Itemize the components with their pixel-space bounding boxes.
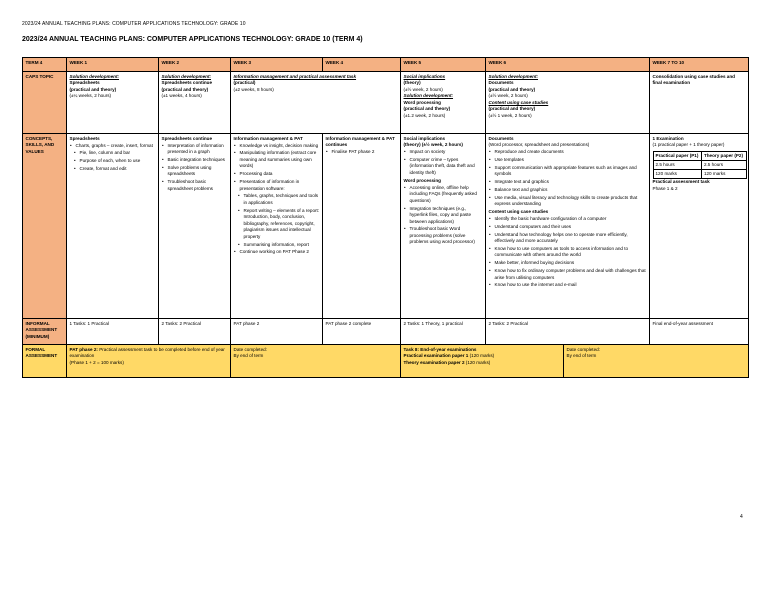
header-week-1: WEEK 1 bbox=[67, 58, 159, 72]
list-item: • Know how to fix ordinary computer problems and deal with challenges that arise from utilising computers bbox=[495, 268, 647, 281]
row-label-informal: INFORMAL ASSESSMENT (MINIMUM) bbox=[23, 319, 67, 345]
header-row bbox=[23, 58, 749, 72]
list-item: • Tables, graphs, techniques and tools in applications bbox=[244, 193, 320, 206]
list-item: • Pie, line, column and bar bbox=[80, 150, 156, 157]
exam-cell: 120 marks bbox=[701, 169, 746, 178]
list-item: • Know how to use computers as tools to access information and to communicate with others around the world bbox=[495, 246, 647, 259]
concepts-row bbox=[23, 134, 749, 319]
caps-week-5: Social implications (theory) (±½ week, 2 hours) Solution development: Word processing (practical and theory) (±1.2 week, 2 hours) bbox=[401, 72, 486, 134]
list-item: • Balance text and graphics bbox=[495, 187, 647, 194]
list-item: • Understand computers and their uses bbox=[495, 224, 647, 231]
header-week-7-10: WEEK 7 TO 10 bbox=[650, 58, 749, 72]
concepts-week-1: Spreadsheets • Charts, graphs – create, insert, format • Pie, line, column and bar • Purpose of each, when to use • Create, format and edit bbox=[67, 134, 159, 319]
header-week-2: WEEK 2 bbox=[159, 58, 231, 72]
exam-cell: Practical paper (P1) bbox=[653, 151, 701, 160]
informal-row bbox=[23, 319, 749, 345]
caps-row bbox=[23, 72, 749, 134]
list-item: • Manipulating information (extract core meaning and summaries using own words) bbox=[240, 150, 320, 170]
header-week-3: WEEK 3 bbox=[231, 58, 323, 72]
list-item: • Troubleshoot basic spreadsheet problems bbox=[168, 179, 228, 192]
header-week-4: WEEK 4 bbox=[323, 58, 401, 72]
list-item: • Impact on society bbox=[410, 149, 483, 156]
caps-week-2: Solution development: Spreadsheets continue (practical and theory) (±1 weeks, 4 hours) bbox=[159, 72, 231, 134]
informal-week-3: PAT phase 2 bbox=[231, 319, 323, 345]
list-item: • Accessing online, offline help including FAQs (frequently asked questions) bbox=[410, 185, 483, 205]
list-item: • Computer crime – types (information theft, data theft and identity theft) bbox=[410, 157, 483, 177]
row-label-caps: CAPS TOPIC bbox=[23, 72, 67, 134]
exam-cell: 2.5 hours bbox=[653, 160, 701, 169]
running-header: 2023/24 ANNUAL TEACHING PLANS: COMPUTER APPLICATIONS TECHNOLOGY: GRADE 10 bbox=[22, 21, 246, 27]
list-item: • Integrate text and graphics bbox=[495, 179, 647, 186]
exam-cell: 120 marks bbox=[653, 169, 701, 178]
informal-week-2: 2 Tasks: 2 Practical bbox=[159, 319, 231, 345]
concepts-week-2: Spreadsheets continue • Interpretation of information presented in a graph • Basic integration techniques • Solve problems using spreadsheets • Troubleshoot basic spreadsheet problems bbox=[159, 134, 231, 319]
exam-cell: 2.5 hours bbox=[701, 160, 746, 169]
caps-week-1: Solution development: Spreadsheets (practical and theory) (±¼ weeks, 2 hours) bbox=[67, 72, 159, 134]
list-item: • Presentation of information in presentation software: bbox=[240, 179, 320, 192]
list-item: • Make better, informed buying decisions bbox=[495, 260, 647, 267]
informal-week-5: 2 Tasks: 1 Theory, 1 practical bbox=[401, 319, 486, 345]
list-item: • Continue working on PAT Phase 2 bbox=[240, 249, 320, 256]
list-item: • Processing data bbox=[240, 171, 320, 178]
formal-date-1: Date completed: By end of term bbox=[231, 345, 401, 378]
exam-cell: Theory paper (P2) bbox=[701, 151, 746, 160]
concepts-week-3: Information management & PAT • Knowledge vs insight, decision making • Manipulating information (extract core meaning and summaries using own words) • Processing data • Presentation of information in presentation software: • Tables, graphs, techniques and tools in applications • Report writing – elements of a report: Introduction, body, conclusion, bibliography, references, copyright, plagiarism issues and intellectual property • Summarising information, report • Continue working on PAT Phase 2 bbox=[231, 134, 323, 319]
list-item: • Finalise PAT phase 2 bbox=[332, 149, 398, 156]
list-item: • Create, format and edit bbox=[80, 166, 156, 173]
list-item: • Identify the basic hardware configuration of a computer bbox=[495, 216, 647, 223]
informal-week-4: PAT phase 2 complete bbox=[323, 319, 401, 345]
header-week-6: WEEK 6 bbox=[486, 58, 650, 72]
list-item: • Troubleshoot basic Word processing problems (solve problems using word processor) bbox=[410, 226, 483, 246]
formal-exam-cell: Task 8: End-of-year examinations Practical examination paper 1 (120 marks) Theory examination paper 2 (120 marks) bbox=[401, 345, 564, 378]
concepts-week-5: Social implications (theory) (±½ week, 2 hours) • Impact on society • Computer crime – types (information theft, data theft and identity theft) Word processing • Accessing online, offline help including FAQs (frequently asked questions) • Integration techniques (e.g., hyperlink files, copy and paste between applications) • Troubleshoot basic Word processing problems (solve problems using word processor) bbox=[401, 134, 486, 319]
list-item: • Understand how technology helps one to operate more efficiently, effectively and more accurately bbox=[495, 232, 647, 245]
page-number: 4 bbox=[740, 514, 743, 520]
formal-row bbox=[23, 345, 749, 378]
formal-date-2: Date completed: By end of term bbox=[564, 345, 749, 378]
list-item: • Use templates bbox=[495, 157, 647, 164]
caps-week-6: Solution development: Documents (practical and theory) (±½ week, 2 hours) Content using case studies (practical and theory) (±½ 1 week, 2 hours) bbox=[486, 72, 650, 134]
list-item: • Charts, graphs – create, insert, format bbox=[76, 143, 156, 150]
list-item: • Report writing – elements of a report: Introduction, body, conclusion, bibliography, references, copyright, plagiarism issues and intellectual property bbox=[244, 208, 320, 241]
formal-pat-cell: PAT phase 2: Practical assessment task to be completed before end of year examination (Phase 1 + 2 = 100 marks) bbox=[67, 345, 231, 378]
informal-week-7-10: Final end-of-year assessment bbox=[650, 319, 749, 345]
list-item: • Summarising information, report bbox=[244, 242, 320, 249]
header-term: TERM 4 bbox=[23, 58, 67, 72]
list-item: • Solve problems using spreadsheets bbox=[168, 165, 228, 178]
concepts-week-7-10: 1 Examination (1 practical paper + 1 theory paper) Practical paper (P1) Theory paper (P2) 2.5 hours 2.5 hours 120 marks 120 marks Practical assessment task Phase 1 & 2 bbox=[650, 134, 749, 319]
row-label-concepts: CONCEPTS, SKILLS, AND VALUES bbox=[23, 134, 67, 319]
informal-week-1: 1 Tasks: 1 Practical bbox=[67, 319, 159, 345]
caps-week-7-10: Consolidation using case studies and final examination bbox=[650, 72, 749, 134]
list-item: • Basic integration techniques bbox=[168, 157, 228, 164]
row-label-formal: FORMAL ASSESSMENT bbox=[23, 345, 67, 378]
list-item: • Purpose of each, when to use bbox=[80, 158, 156, 165]
concepts-week-4: Information management & PAT continues • Finalise PAT phase 2 bbox=[323, 134, 401, 319]
teaching-plan-table bbox=[22, 57, 749, 378]
list-item: • Reproduce and create documents bbox=[495, 149, 647, 156]
list-item: • Know how to use the internet and e-mail bbox=[495, 282, 647, 289]
page-title: 2023/24 ANNUAL TEACHING PLANS: COMPUTER APPLICATIONS TECHNOLOGY: GRADE 10 (TERM 4) bbox=[22, 36, 363, 43]
exam-table bbox=[653, 151, 747, 180]
list-item: • Knowledge vs insight, decision making bbox=[240, 143, 320, 150]
informal-week-6: 2 Tasks: 2 Practical bbox=[486, 319, 650, 345]
concepts-week-6: Documents (Word processor, spreadsheet and presentations) • Reproduce and create documents • Use templates • Support communication with appropriate features such as images and symbols • Integrate text and graphics • Balance text and graphics • Use media, visual literacy and technology skills to create products that express understanding Content using case studies • Identify the basic hardware configuration of a computer • Understand computers and their uses • Understand how technology helps one to operate more efficiently, effectively and more accurately • Know how to use computers as tools to access information and to communicate with others around the world • Make better, informed buying decisions • Know how to fix ordinary computer problems and deal with challenges that arise from utilising computers • Know how to use the internet and e-mail bbox=[486, 134, 650, 319]
caps-week-3-4: Information management and practical assessment task (practical) (±2 weeks, 8 hours) bbox=[231, 72, 401, 134]
list-item: • Use media, visual literacy and technology skills to create products that express understanding bbox=[495, 195, 647, 208]
header-week-5: WEEK 5 bbox=[401, 58, 486, 72]
list-item: • Interpretation of information presented in a graph bbox=[168, 143, 228, 156]
list-item: • Support communication with appropriate features such as images and symbols bbox=[495, 165, 647, 178]
list-item: • Integration techniques (e.g., hyperlink files, copy and paste between applications) bbox=[410, 206, 483, 226]
